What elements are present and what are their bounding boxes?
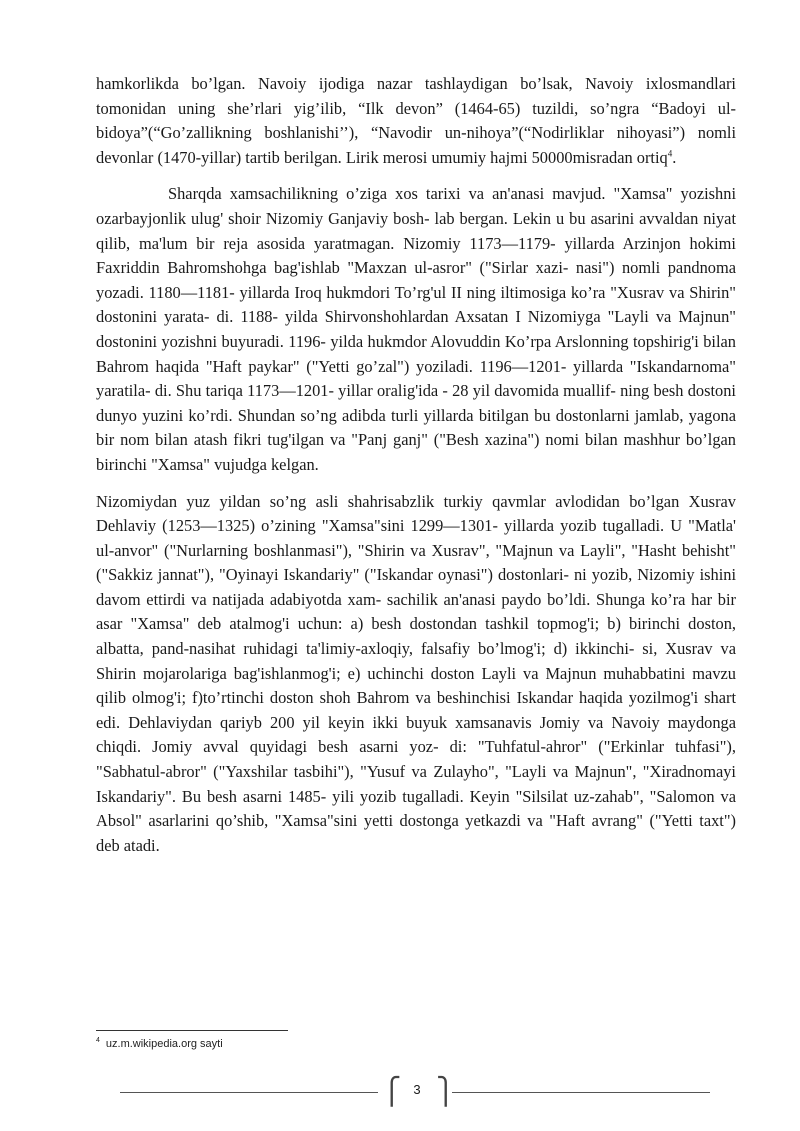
footnote-separator xyxy=(96,1030,288,1031)
paragraph-3: Nizomiydan yuz yildan so’ng asli shahrisabzlik turkiy qavmlar avlodidan bo’lgan Xusrav Dehlaviy (1253—1325) o’zining "Xamsa"sini 1299—1301- yillarda yozib tugalladi. U "Matla' ul-anvor" ("Nurlarning boshlanmasi"), "Shirin va Xusrav", "Majnun va Layli", "Hasht behisht" ("Sakkiz jannat"), "Oyinayi Iskandariy" ("Iskandar oynasi") dostonlari- ni yozib, Nizomiy ishini davom ettirdi va natijada adabiyotda xam- sachilik an'anasi paydo bo’ldi. Shunga ko’ra har bir asar "Xamsa" deb atalmog'i uchun: a) besh dostondan tashkil topmog'i; b) birinchi doston, albatta, pand-nasihat ruhidagi ta'limiy-axloqiy, falsafiy bo’lmog'i; d) ikkinchi- si, Xusrav va Shirin mojarolariga bag'ishlanmog'i; e) uchinchi doston Layli va Majnun muhabbatini mavzu qilib olmog'i; f)to’rtinchi doston shoh Bahrom va beshinchisi Iskandar haqida yozilmog'i shart edi. Dehlaviydan qariyb 200 yil keyin ikki buyuk xamsanavis Jomiy va Navoiy maydonga chiqdi. Jomiy avval quyidagi besh asarni yoz- di: "Tuhfatul-ahror" ("Erkinlar tuhfasi"), "Sabhatul-abror" ("Yaxshilar tasbihi"), "Yusuf va Zulayho", "Layli va Majnun", "Xiradnomayi Iskandariy". Bu besh asarni 1485- yili yozib tugalladi. Keyin "Silsilat uz-zahab", "Salomon va Absol" asarlarini qo’shib, "Xamsa"sini yetti dostonga yetkazdi va "Haft avrang" ("Yetti taxt") deb atadi. xyxy=(96,491,736,855)
footer-bracket-right: ⎫ xyxy=(436,1077,456,1107)
footnote xyxy=(96,1038,736,1050)
footer-bracket-left: ⎧ xyxy=(382,1077,402,1107)
footer-line-right xyxy=(452,1092,710,1093)
footer-line-left xyxy=(120,1092,378,1093)
paragraph-1-end: . xyxy=(672,147,677,167)
page-number: 3 xyxy=(413,1082,421,1097)
paragraph-1-text: hamkorlikda bo’lgan. Navoiy ijodiga nazar tashlaydigan bo’lsak, Navoiy ixlosmandlari tomonidan uning she’rlari yig’ilib, “Ilk devon” (1464-65) tuzildi, so’ngra “Badoyi ul-bidoya”(“Go’zallikning boshlanishi’’), “Navodir un-nihoya”(“Nodirliklar nihoyasi”) nomli devonlar (1470-yillar) tartib berilgan. Lirik merosi umumiy hajmi 50000misradan ortiq xyxy=(96,74,736,167)
footnote-reference[interactable]: 4 xyxy=(667,148,673,159)
document-body xyxy=(96,72,736,870)
paragraph-2: Sharqda xamsachilikning o’ziga xos tarixi va an'anasi mavjud. "Xamsa" yozishni ozarbayjonlik ulug' shoir Nizomiy Ganjaviy bosh- lab bergan. Lekin u bu asarini avvaldan niyat qilib, ma'lum bir reja asosida yaratmagan. Nizomiy 1173—1179- yillarda Arzinjon hokimi Faxriddin Bahromshohga bag'ishlab "Maxzan ul-asror" ("Sirlar xazi- nasi") nomli pandnoma yozadi. 1180—1181- yillarda Iroq hukmdori To’rg'ul II ning iltimosiga ko’ra "Xusrav va Shirin" dostonini yarata- di. 1188- yilda Shirvonshohlardan Axsatan I Nizomiyga "Layli va Majnun" dostonini yozishni buyuradi. 1196- yilda hukmdor Alovuddin Ko’rpa Arslonning topshirig'i bilan Bahrom haqida "Haft paykar" ("Yetti go’zal") yoziladi. 1196—1201- yillarda "Iskandarnoma" yaratila- di. Shu tariqa 1173—1201- yillar oralig'ida - 28 yil davomida muallif- ning besh dostoni dunyo yuzini ko’rdi. Shundan so’ng adibda turli yillarda bitilgan bu dostonlarni jamlab, yagona bir nom bilan atash fikri tug'ilgan va "Panj ganj" ("Besh xazina") nomi bilan mashhur bo’lgan birinchi "Xamsa" vujudga kelgan. xyxy=(96,184,736,474)
page-footer xyxy=(120,1078,710,1106)
paragraph-1 xyxy=(96,72,736,170)
footnote-number: 4 xyxy=(96,1037,100,1045)
footnote-text: uz.m.wikipedia.org sayti xyxy=(105,1038,223,1050)
